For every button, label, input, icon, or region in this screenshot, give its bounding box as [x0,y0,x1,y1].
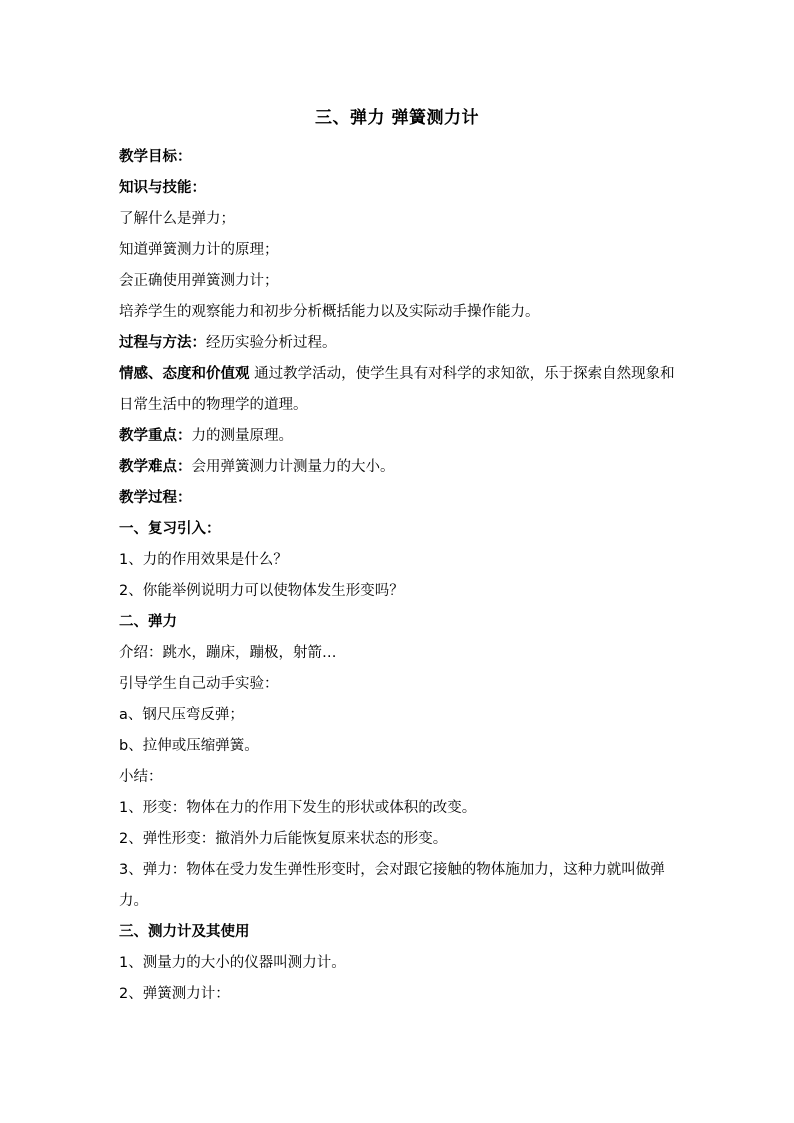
review-question: 2、你能举例说明力可以使物体发生形变吗？ [119,583,404,599]
guide-line: 引导学生自己动手实验： [119,676,279,692]
knowledge-item: 会正确使用弹簧测力计； [119,273,279,289]
emotion-label: 情感、态度和价值观 [119,366,250,382]
summary-item: 3、弹力：物体在受力发生弹性形变时，会对跟它接触的物体施加力，这种力就叫做弹力。 [119,862,665,909]
difficulty-label: 教学难点： [119,459,192,475]
page-title: 三、弹力 弹簧测力计 [315,108,479,128]
experiment-item: a、钢尺压弯反弹； [119,707,244,723]
section-3-item: 1、测量力的大小的仪器叫测力计。 [119,955,346,971]
experiment-item: b、拉伸或压缩弹簧。 [119,738,259,754]
difficulty-text: 会用弹簧测力计测量力的大小。 [191,459,395,475]
summary-item: 1、形变：物体在力的作用下发生的形状或体积的改变。 [119,800,477,816]
emotion-text: 通过教学活动，使学生具有对科学的求知欲，乐于探索自然现象和日常生活中的物理学的道理。 [119,366,675,413]
process-text: 经历实验分析过程。 [206,335,337,351]
document-body [119,142,679,1010]
process-paragraph [119,328,679,359]
goals-heading: 教学目标： [119,149,192,165]
difficulty-paragraph [119,452,679,483]
process-label: 过程与方法： [119,335,206,351]
knowledge-item: 知道弹簧测力计的原理； [119,242,279,258]
knowledge-item: 了解什么是弹力； [119,211,235,227]
section-3-item: 2、弹簧测力计： [119,986,230,1002]
key-point-label: 教学重点： [119,428,192,444]
procedure-heading: 教学过程： [119,490,192,506]
key-point-paragraph [119,421,679,452]
summary-label: 小结： [119,769,163,785]
summary-item: 2、弹性形变：撤消外力后能恢复原来状态的形变。 [119,831,448,847]
intro-line: 介绍：跳水，蹦床，蹦极，射箭… [119,645,337,661]
knowledge-heading: 知识与技能： [119,180,206,196]
section-1-heading: 一、复习引入： [119,521,221,537]
section-2-heading: 二、弹力 [119,614,177,630]
section-3-heading: 三、测力计及其使用 [119,924,250,940]
key-point-text: 力的测量原理。 [191,428,293,444]
review-question: 1、力的作用效果是什么？ [119,552,288,568]
emotion-paragraph [119,359,679,421]
knowledge-item: 培养学生的观察能力和初步分析概括能力以及实际动手操作能力。 [119,304,540,320]
